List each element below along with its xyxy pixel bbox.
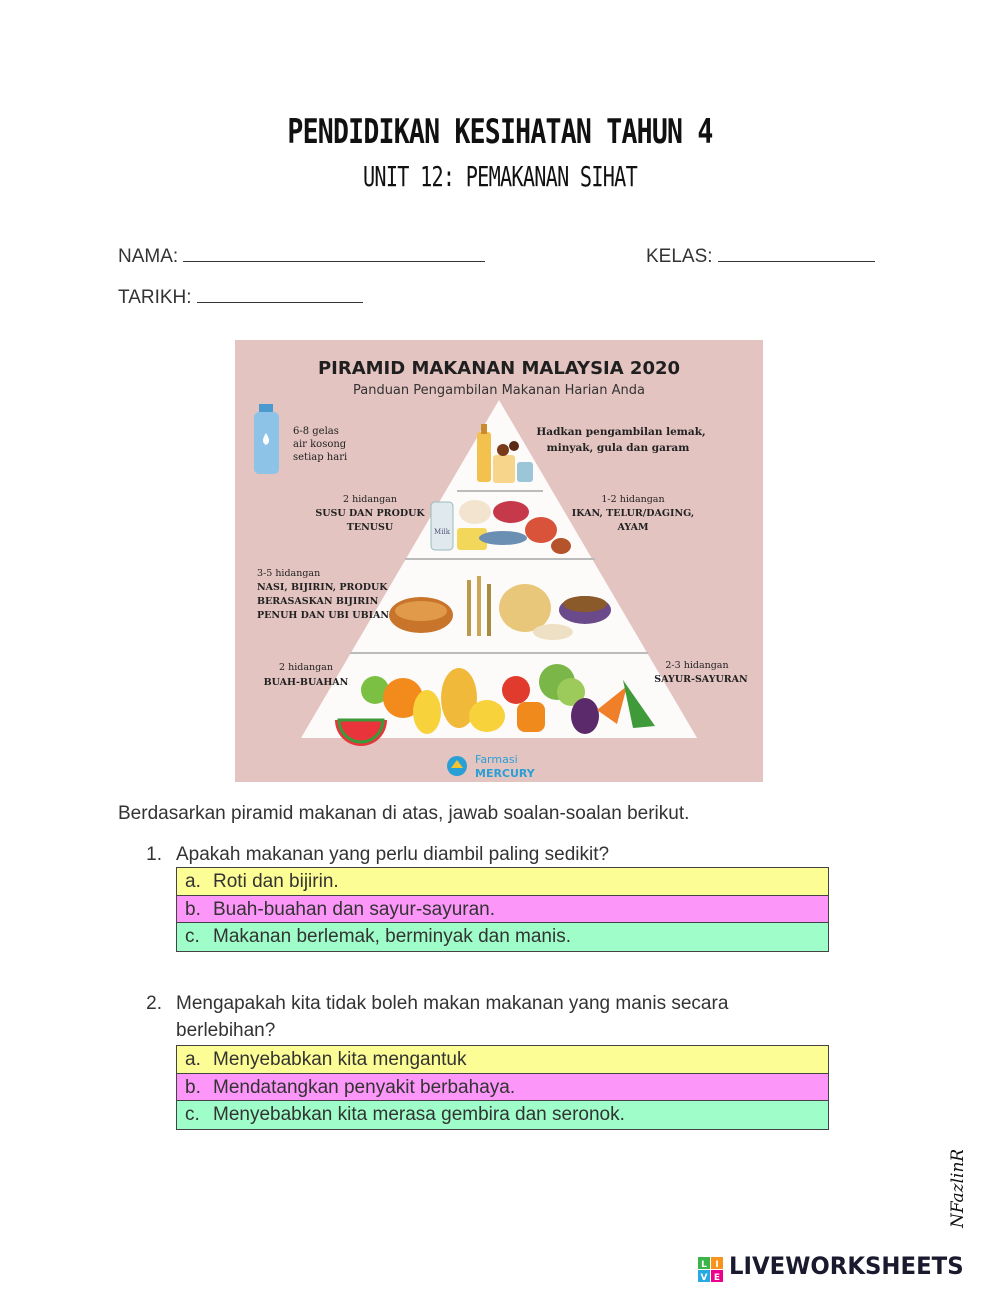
badge-letter-l: L — [701, 1260, 707, 1270]
instruction-text: Berdasarkan piramid makanan di atas, jawab soalan-soalan berikut. — [118, 803, 690, 824]
name-input-line[interactable] — [183, 243, 485, 262]
date-input-line[interactable] — [197, 284, 363, 303]
limit-line-1: Hadkan pengambilan lemak, — [536, 426, 706, 438]
question-2-option-a[interactable] — [177, 1046, 828, 1074]
grains-line-2: NASI, BIJIRIN, PRODUK — [257, 582, 388, 593]
option-text: Buah-buahan dan sayur-sayuran. — [213, 898, 496, 920]
question-2-number: 2. — [146, 993, 162, 1014]
class-input-line[interactable] — [718, 243, 875, 262]
grains-text — [257, 568, 389, 621]
signature-text: NFazlinR — [948, 1150, 968, 1228]
option-letter: b. — [185, 898, 201, 920]
dairy-text — [315, 494, 425, 533]
question-1-number: 1. — [146, 844, 162, 865]
dairy-line-1: 2 hidangan — [343, 494, 397, 505]
option-text: Makanan berlemak, berminyak dan manis. — [213, 926, 572, 947]
grains-line-1: 3-5 hidangan — [257, 568, 321, 579]
fruits-text — [264, 662, 349, 688]
brand-line-2: MERCURY — [475, 767, 535, 780]
question-2-option-b[interactable] — [177, 1074, 828, 1102]
protein-text — [572, 494, 694, 533]
option-text: Menyebabkan kita merasa gembira dan seronok. — [213, 1104, 625, 1125]
name-label: NAMA: — [118, 246, 179, 267]
veg-line-2: SAYUR-SAYURAN — [654, 674, 748, 685]
food-pyramid-poster — [235, 340, 763, 782]
water-bottle-icon — [254, 404, 279, 474]
grains-line-4: PENUH DAN UBI UBIAN — [257, 610, 390, 621]
name-field — [118, 243, 485, 268]
protein-line-1: 1-2 hidangan — [601, 494, 665, 505]
option-letter: c. — [185, 1104, 200, 1125]
badge-letter-e: E — [713, 1273, 721, 1283]
question-2-option-c[interactable] — [177, 1101, 828, 1129]
question-1 — [132, 841, 609, 868]
liveworksheets-brand[interactable]: LIVEWORKSHEETS — [729, 1252, 964, 1280]
milk-label: Milk — [434, 528, 450, 536]
question-1-option-a[interactable] — [177, 868, 828, 896]
option-letter: b. — [185, 1076, 201, 1098]
question-2-options — [176, 1045, 829, 1130]
liveworksheets-logo-icon — [698, 1257, 724, 1283]
protein-line-2: IKAN, TELUR/DAGING, — [571, 508, 695, 519]
fruits-line-1: 2 hidangan — [279, 662, 333, 673]
option-text: Mendatangkan penyakit berbahaya. — [213, 1076, 516, 1098]
question-1-option-b[interactable] — [177, 896, 828, 924]
option-letter: a. — [185, 871, 201, 892]
poster-subtitle: Panduan Pengambilan Makanan Harian Anda — [352, 383, 646, 398]
question-1-text: Apakah makanan yang perlu diambil paling sedikit? — [176, 844, 610, 865]
page-subtitle: UNIT 12: PEMAKANAN SIHAT — [362, 160, 638, 193]
brand-line-1: Farmasi — [475, 753, 518, 766]
option-letter: a. — [185, 1049, 201, 1070]
protein-line-3: AYAM — [617, 522, 649, 533]
question-2-text-line-1: Mengapakah kita tidak boleh makan makanan yang manis secara — [176, 993, 729, 1014]
date-field — [118, 284, 363, 309]
badge-letter-v: V — [700, 1273, 708, 1283]
page-title: PENDIDIKAN KESIHATAN TAHUN 4 — [287, 112, 713, 152]
water-line-2: air kosong — [293, 439, 347, 450]
veg-text — [654, 660, 748, 685]
poster-title: PIRAMID MAKANAN MALAYSIA 2020 — [317, 358, 681, 379]
question-1-options — [176, 867, 829, 952]
question-2-text-line-2: berlebihan? — [176, 1020, 276, 1041]
badge-letter-i: I — [715, 1260, 719, 1270]
grains-line-3: BERASASKAN BIJIRIN — [257, 596, 379, 607]
question-1-option-c[interactable] — [177, 923, 828, 951]
dairy-line-3: TENUSU — [346, 522, 394, 533]
veg-line-1: 2-3 hidangan — [665, 660, 729, 671]
option-text: Menyebabkan kita mengantuk — [213, 1049, 467, 1070]
date-label: TARIKH: — [118, 287, 192, 308]
author-signature — [905, 1150, 995, 1228]
water-text — [293, 426, 347, 463]
class-field — [646, 243, 875, 268]
water-line-1: 6-8 gelas — [293, 426, 339, 437]
option-text: Roti dan bijirin. — [213, 871, 339, 892]
farmasi-mercury-logo — [447, 753, 536, 780]
water-line-3: setiap hari — [293, 452, 348, 463]
question-2 — [132, 990, 728, 1044]
limit-line-2: minyak, gula dan garam — [546, 442, 690, 454]
class-label: KELAS: — [646, 246, 713, 267]
limit-text — [536, 426, 705, 454]
dairy-line-2: SUSU DAN PRODUK — [315, 508, 425, 519]
fruits-line-2: BUAH-BUAHAN — [263, 677, 349, 688]
option-letter: c. — [185, 926, 200, 947]
